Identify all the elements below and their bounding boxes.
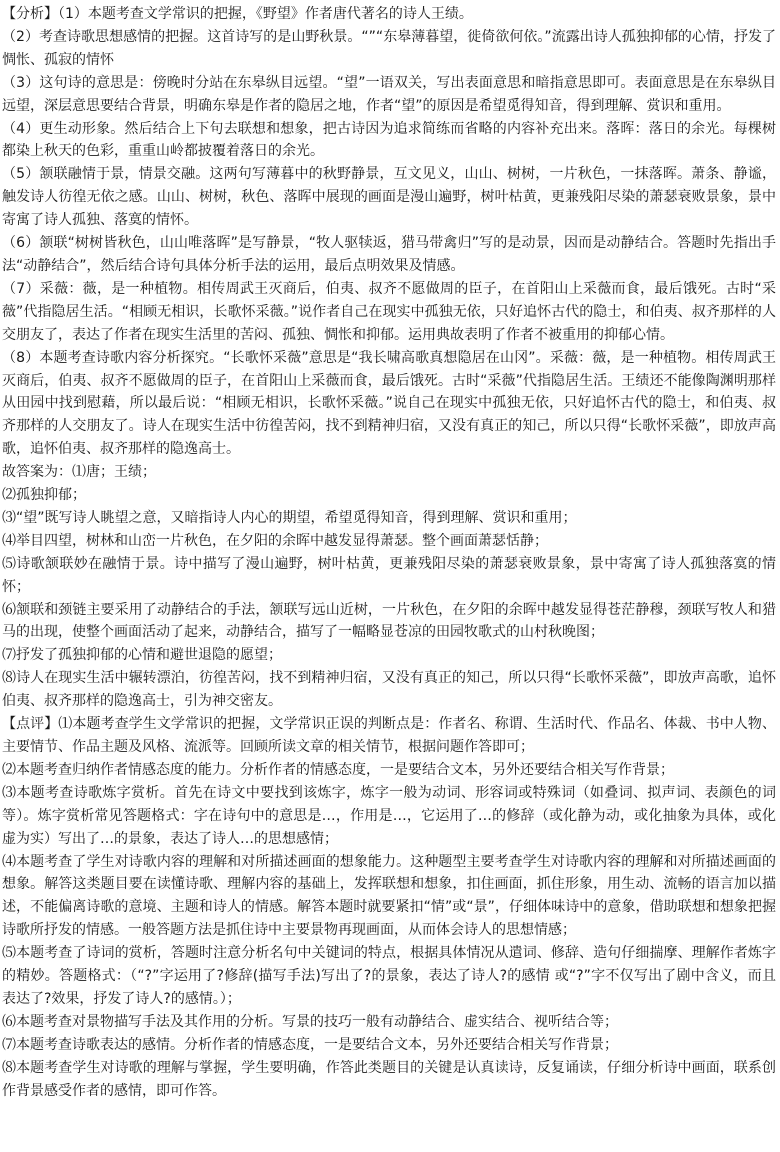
answer-line: ⑺抒发了孤独抑郁的心情和避世退隐的愿望；: [2, 647, 282, 664]
analysis-paragraph: （5）颔联融情于景，情景交融。这两句写薄暮中的秋野静景，互文见义，山山、树树，一片秋色，一抹落晖。萧条、静谧，触发诗人彷徨无依之感。山山、树树，秋色、落晖中展现的画面是漫山遍野，树叶枯黄，更兼残阳尽染的萧瑟衰败景象，景中寄寓了诗人孤独、落寞的情怀。: [2, 166, 776, 229]
analysis-paragraph: （3）这句诗的意思是：傍晚时分站在东皋纵目远望。“望”一语双关，写出表面意思和暗指意思即可。表面意思是在东皋纵目远望，深层意思要结合背景，明确东皋是作者的隐居之地，作者“望”的原因是希望觅得知音，得到理解、赏识和重用。: [2, 74, 776, 114]
analysis-paragraph: 【分析】（1）本题考查文学常识的把握，《野望》作者唐代著名的诗人王绩。: [2, 6, 473, 22]
answer-line: ⑻诗人在现实生活中辗转漂泊，彷徨苦闷，找不到精神归宿，又没有真正的知己，所以只得“长歌怀采薇”，即放声高歌，追怀伯夷、叔齐那样的隐逸高士，引为神交密友。: [2, 670, 776, 710]
analysis-paragraph: （2）考查诗歌思想感情的把握。这首诗写的是山野秋景。“”“东皋薄暮望，徙倚欲何依。”流露出诗人孤独抑郁的心情，抒发了惆怅、孤寂的情怀: [2, 28, 776, 68]
answer-line: 故答案为：⑴唐；王绩；: [2, 464, 156, 481]
analysis-paragraph: （6）颔联“树树皆秋色，山山唯落晖”是写静景，“牧人驱犊返，猎马带禽归”写的是动景，因而是动静结合。答题时先指出手法“动静结合”，然后结合诗句具体分析手法的运用，最后点明效果及情感。: [2, 235, 776, 274]
comment-paragraph: ⑸本题考查了诗词的赏析，答题时注意分析名句中关键词的特点，根据具体情况从遣词、修辞、造句仔细揣摩、理解作者炼字的精妙。答题格式：（“?”字运用了?修辞(描写手法)写出了?的景象，表达了诗人?的感情 或“?”字不仅写出了剧中含义，而且表达了?效果，抒发了诗人?的感情。）；: [2, 945, 776, 1007]
analysis-paragraph: （8）本题考查诗歌内容分析探究。“长歌怀采薇”意思是“我长啸高歌真想隐居在山冈”。采薇：薇，是一种植物。相传周武王灭商后，伯夷、叔齐不愿做周的臣子，在首阳山上采薇而食，最后饿死。古时“采薇”代指隐居生活。王绩还不能像陶渊明那样从田园中找到慰藉，所以最后说：“相顾无相识，长歌怀采薇。”说自己在现实中孤独无依，只好追怀古代的隐士，和伯夷、叔齐那样的人交朋友了。诗人在现实生活中彷徨苦闷，找不到精神归宿，又没有真正的知己，所以只得“长歌怀采薇”，即放声高歌，追怀伯夷、叔齐那样的隐逸高士。: [2, 349, 776, 458]
answer-line: ⑸诗歌颔联妙在融情于景。诗中描写了漫山遍野，树叶枯黄，更兼残阳尽染的萧瑟衰败景象，景中寄寓了诗人孤独落寞的情怀；: [2, 555, 776, 595]
comment-paragraph: ⑷本题考查了学生对诗歌内容的理解和对所描述画面的想象能力。这种题型主要考查学生对诗歌内容的理解和对所描述画面的想象。解答这类题目要在读懂诗歌、理解内容的基础上，发挥联想和想象，扣住画面，抓住形象，用生动、流畅的语言加以描述，不能偏离诗歌的意境、主题和诗人的情感。解答本题时就要紧扣“情”或“景”，仔细体味诗中的意象，借助联想和想象把握诗歌所抒发的情感。一般答题方法是抓住诗中主要景物再现画面，从而体会诗人的思想情感；: [2, 853, 776, 939]
comment-paragraph: 【点评】⑴本题考查学生文学常识的把握，文学常识正误的判断点是：作者名、称谓、生活时代、作品名、体裁、书中人物、主要情节、作品主题及风格、流派等。回顾所读文章的相关情节，根据问题作答即可；: [2, 716, 776, 755]
answer-line: ⑷举目四望，树林和山峦一片秋色，在夕阳的余晖中越发显得萧瑟。整个画面萧瑟恬静；: [2, 532, 548, 549]
comment-paragraph: ⑺本题考查诗歌表达的感情。分析作者的情感态度，一是要结合文本，另外还要结合相关写作背景；: [2, 1036, 618, 1053]
comment-paragraph: ⑵本题考查归纳作者情感态度的能力。分析作者的情感态度，一是要结合文本，另外还要结合相关写作背景；: [2, 761, 674, 778]
comment-paragraph: ⑻本题考查学生对诗歌的理解与掌握，学生要明确，作答此类题目的关键是认真读诗，反复诵读，仔细分析诗中画面，联系创作背景感受作者的感情，即可作答。: [2, 1059, 776, 1099]
comment-paragraph: ⑹本题考查对景物描写手法及其作用的分析。写景的技巧一般有动静结合、虚实结合、视听结合等；: [2, 1013, 618, 1030]
answer-line: ⑶“望”既写诗人眺望之意，又暗指诗人内心的期望，希望觅得知音，得到理解、赏识和重用；: [2, 509, 577, 526]
answer-line: ⑵孤独抑郁；: [2, 487, 86, 504]
comment-paragraph: ⑶本题考查诗歌炼字赏析。首先在诗文中要找到该炼字，炼字一般为动词、形容词或特殊词（如叠词、拟声词、表颜色的词等）。炼字赏析常见答题格式：字在诗句中的意思是…，作用是…，它运用了…的修辞（或化静为动，或化抽象为具体，或化虚为实）写出了…的景象，表达了诗人…的思想感情；: [2, 784, 776, 847]
analysis-paragraph: （7）采薇：薇，是一种植物。相传周武王灭商后，伯夷、叔齐不愿做周的臣子，在首阳山上采薇而食，最后饿死。古时“采薇”代指隐居生活。“相顾无相识，长歌怀采薇。”说作者自己在现实中孤独无依，只好追怀古代的隐士，和伯夷、叔齐那样的人交朋友了，表达了作者在现实生活里的苦闷、孤独、惆怅和抑郁。运用典故表明了作者不被重用的抑郁心情。: [2, 280, 776, 343]
analysis-paragraph: （4）更生动形象。然后结合上下句去联想和想象，把古诗因为追求简练而省略的内容补充出来。落晖：落日的余光。每棵树都染上秋天的色彩，重重山岭都披覆着落日的余光。: [2, 120, 776, 160]
comments-section: [2, 713, 776, 1102]
answer-line: ⑹颔联和颈链主要采用了动静结合的手法，颔联写远山近树，一片秋色，在夕阳的余晖中越发显得苍茫静穆，颈联写牧人和猎马的出现，使整个画面活动了起来，动静结合，描写了一幅略显苍凉的田园牧歌式的山村秋晚图；: [2, 601, 776, 641]
analysis-section: [2, 3, 776, 461]
answers-section: [2, 461, 776, 713]
